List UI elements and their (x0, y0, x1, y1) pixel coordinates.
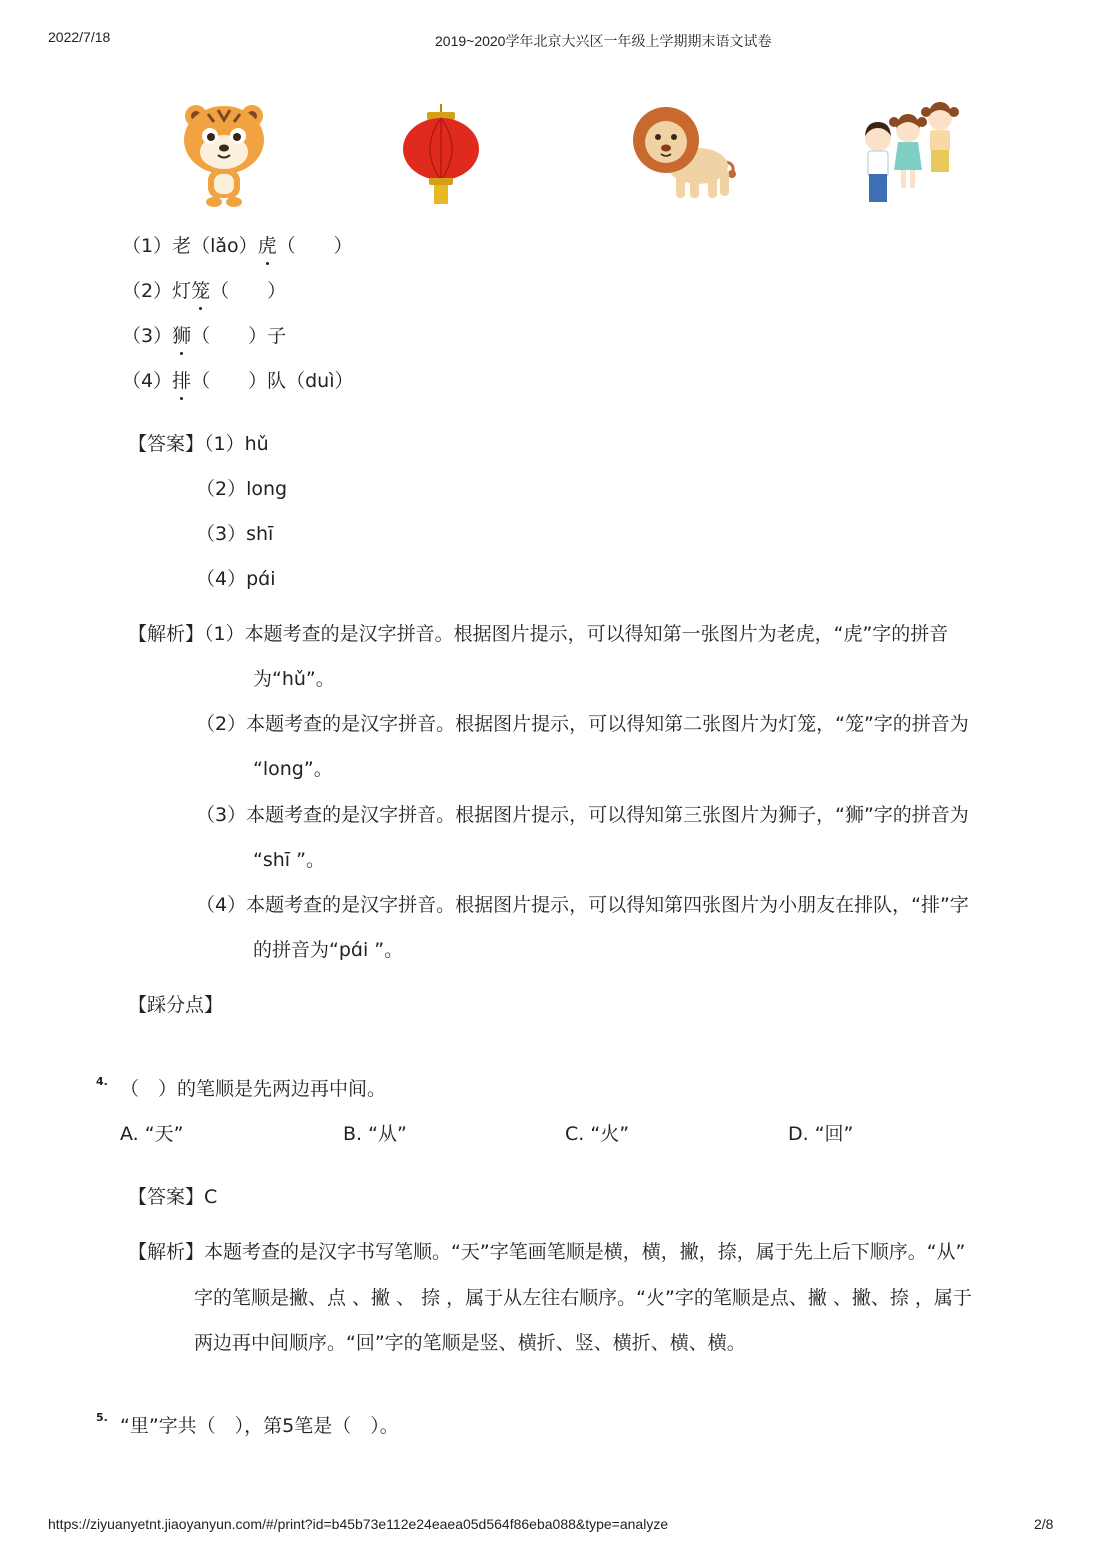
q5-number: 5. (96, 1411, 108, 1424)
answer-number: （2） (196, 478, 247, 500)
q4-option-a: A. “天” (120, 1123, 184, 1145)
q3-analysis-4-line1 (196, 893, 969, 917)
q5-question: “里”字共（ ），第5笔是（ ）。 (120, 1415, 399, 1437)
footer-url[interactable]: https://ziyuanyetnt.jiaoyanyun.com/#/print?id=b45b73e112e24eaea05d564f86eba088&type=analyze (48, 1516, 669, 1532)
children-image (860, 100, 964, 206)
q3-analysis-3-line1 (196, 803, 969, 827)
q3-analysis-4-line2: 的拼音为“pɑ́i ”。 (253, 939, 404, 961)
answer-text: long (246, 478, 288, 500)
document-title: 2019~2020学年北京大兴区一年级上学期期末语文试卷 (435, 33, 772, 49)
answer-text: shī (246, 523, 274, 545)
answer-text: hǔ (244, 433, 269, 455)
q3-answer-4 (196, 567, 276, 591)
q3-answer-3 (196, 522, 273, 546)
item-blank: （ ）队（duì） (191, 370, 354, 392)
answer-text: C (204, 1186, 218, 1208)
q4-number: 4. (96, 1075, 108, 1088)
dotted-character: 狮 (172, 325, 192, 347)
q4-answer (128, 1185, 217, 1209)
q4-analysis-line3: 两边再中间顺序。“回”字的笔顺是竖、横折、竖、横折、横、横。 (194, 1332, 746, 1354)
dotted-character: 虎 (257, 235, 277, 257)
q4-option-b: B. “从” (343, 1123, 407, 1145)
analysis-text: 本题考查的是汉字书写笔顺。“天”字笔画笔顺是横，横，撇，捺，属于先上后下顺序。“从” (204, 1241, 966, 1263)
answer-label: 【答案】 (128, 433, 205, 455)
answer-number: （1） (204, 433, 245, 455)
print-date: 2022/7/18 (48, 29, 111, 45)
q4-option-d: D. “回” (788, 1123, 854, 1145)
q4-analysis-line1 (128, 1240, 965, 1264)
item-prefix: 灯 (172, 280, 192, 302)
dotted-character: 排 (172, 370, 192, 392)
item-number: （2） (122, 280, 173, 302)
item-blank: （ ） (276, 235, 353, 257)
analysis-number: （2） (196, 713, 247, 735)
lantern-image (401, 104, 481, 206)
q4-analysis-line2: 字的笔顺是撇、点 、撇 、 捺 ，属于从左往右顺序。“火”字的笔顺是点、撇 、撇、捺 ，属于 (194, 1287, 972, 1309)
page-number: 2/8 (1034, 1516, 1054, 1532)
tiger-image (178, 100, 270, 208)
q3-analysis-2-line1 (196, 712, 969, 736)
item-blank: （ ） (210, 280, 287, 302)
q3-item-1 (122, 234, 353, 258)
q3-answer-2 (196, 477, 287, 501)
answer-number: （4） (196, 568, 247, 590)
q3-analysis-1-line1 (128, 622, 948, 646)
q3-analysis-3-line2: “shī ”。 (253, 849, 325, 871)
q4-option-c: C. “火” (565, 1123, 630, 1145)
q3-analysis-2-line2: “long”。 (253, 758, 333, 780)
item-prefix: 老（lǎo） (172, 235, 258, 257)
analysis-number: （4） (196, 894, 247, 916)
analysis-text: 本题考查的是汉字拼音。根据图片提示，可以得知第三张图片为狮子，“狮”字的拼音为 (246, 804, 969, 826)
item-number: （3） (122, 325, 173, 347)
analysis-number: （1） (204, 623, 245, 645)
answer-number: （3） (196, 523, 247, 545)
answer-text: pɑ́i (246, 568, 276, 590)
item-blank: （ ）子 (191, 325, 287, 347)
q3-answer-1 (128, 432, 269, 456)
dotted-character: 笼 (191, 280, 211, 302)
q3-points-label: 【踩分点】 (128, 994, 224, 1016)
analysis-text: 本题考查的是汉字拼音。根据图片提示，可以得知第二张图片为灯笼，“笼”字的拼音为 (246, 713, 969, 735)
item-number: （1） (122, 235, 173, 257)
item-number: （4） (122, 370, 173, 392)
analysis-label: 【解析】 (128, 623, 205, 645)
analysis-text: 本题考查的是汉字拼音。根据图片提示，可以得知第一张图片为老虎，“虎”字的拼音 (244, 623, 949, 645)
answer-label: 【答案】 (128, 1186, 205, 1208)
q3-item-2 (122, 279, 286, 303)
q3-item-3 (122, 324, 286, 348)
q3-item-4 (122, 369, 354, 393)
q4-question: （ ）的笔顺是先两边再中间。 (120, 1078, 387, 1100)
analysis-label: 【解析】 (128, 1241, 205, 1263)
analysis-text: 本题考查的是汉字拼音。根据图片提示，可以得知第四张图片为小朋友在排队，“排”字 (246, 894, 969, 916)
analysis-number: （3） (196, 804, 247, 826)
q3-analysis-1-line2: 为“hǔ”。 (253, 668, 335, 690)
lion-image (630, 104, 736, 202)
